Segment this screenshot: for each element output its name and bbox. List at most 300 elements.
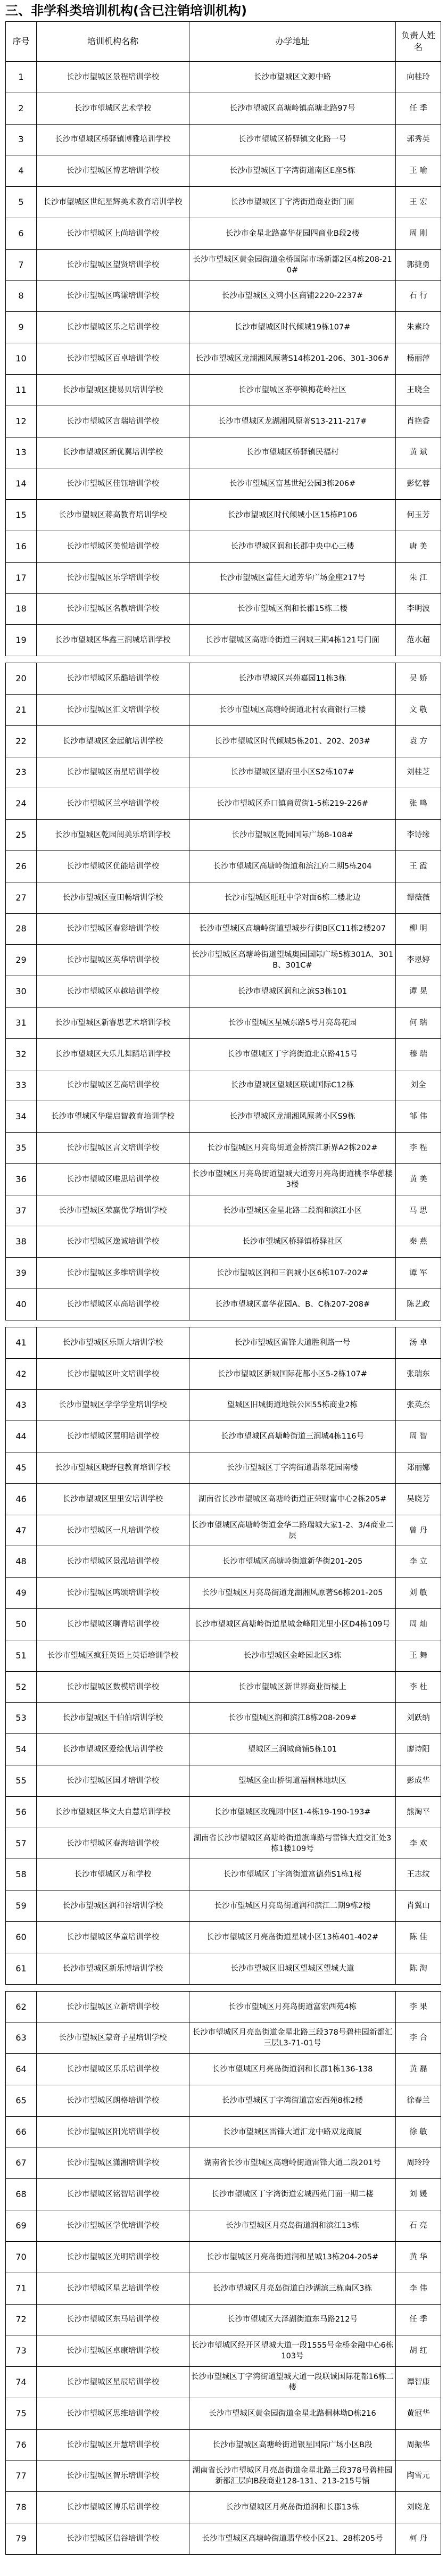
table-row (6, 2304, 441, 2335)
row-no: 76 (6, 2429, 37, 2461)
table-row (6, 562, 441, 593)
row-no: 27 (6, 882, 37, 913)
responsible-person: 黄 华 (396, 2241, 441, 2273)
page-break-gap (6, 1984, 441, 1991)
row-no: 2 (6, 93, 37, 124)
row-no: 53 (6, 1703, 37, 1734)
institution-name: 长沙市望城区华瑞启智教育培训学校 (37, 1101, 189, 1133)
table-row (6, 1421, 441, 1452)
row-no: 18 (6, 593, 37, 625)
institution-address: 长沙市望城区高塘岭街道银星国际广场小区B段 (189, 2429, 396, 2461)
institution-name: 长沙市望城区佳钰培训学校 (37, 468, 189, 500)
responsible-person: 向桂玲 (396, 62, 441, 93)
institution-address: 长沙市望城区月亮岛街道润和长郡1栋136-138 (189, 2054, 396, 2085)
institution-address: 长沙市望城区新世界商业街楼上 (189, 1671, 396, 1703)
row-no: 44 (6, 1421, 37, 1452)
table-row (6, 62, 441, 93)
table-row (6, 725, 441, 757)
institution-address: 长沙市望城区高塘岭镇高塘北路97号 (189, 93, 396, 124)
table-row (6, 1671, 441, 1703)
institution-name: 长沙市望城区优能培训学校 (37, 851, 189, 882)
institution-address: 长沙市望城区高塘岭街道新华街201-205 (189, 1546, 396, 1578)
row-no: 8 (6, 280, 37, 312)
row-no: 33 (6, 1070, 37, 1101)
row-no: 50 (6, 1609, 37, 1640)
table-row (6, 406, 441, 437)
institution-name: 长沙市望城区言文培训学校 (37, 1133, 189, 1164)
institution-name: 长沙市望城区汇文培训学校 (37, 694, 189, 725)
table-row (6, 1515, 441, 1546)
institution-name: 长沙市望城区景泓培训学校 (37, 1546, 189, 1578)
institution-name: 长沙市望城区荣赢优学培训学校 (37, 1195, 189, 1226)
institution-address: 长沙市望城区乾园国际广场8-108# (189, 820, 396, 851)
institution-name: 长沙市望城区桥驿镇博雅培训学校 (37, 124, 189, 155)
institution-address: 望城区旧城街道地铁公园55栋商业2栋 (189, 1390, 396, 1421)
institution-address: 湖南省长沙市望城区高塘岭街道雷锋大道二段201号 (189, 2148, 396, 2179)
institution-address: 长沙市望城区丁字湾街道望城大道一段联诚国际花都16栋二楼 (189, 2367, 396, 2398)
table-row (6, 93, 441, 124)
institution-address: 长沙市望城区玫瑰园中区1-4栋19-190-193# (189, 1796, 396, 1828)
responsible-person: 汤 卓 (396, 1327, 441, 1358)
responsible-person: 朱素玲 (396, 312, 441, 343)
page-break-cell (6, 1320, 441, 1327)
institution-name: 长沙市望城区卓越培训学校 (37, 976, 189, 1008)
institution-name: 长沙市望城区开慧培训学校 (37, 2429, 189, 2461)
page-break-gap (6, 656, 441, 663)
row-no: 42 (6, 1358, 37, 1390)
institution-name: 长沙市望城区世纪星辉美术教育培训学校 (37, 187, 189, 218)
row-no: 61 (6, 1953, 37, 1984)
row-no: 23 (6, 757, 37, 788)
row-no: 41 (6, 1327, 37, 1358)
institution-address: 长沙市望城区月亮岛街道白沙湖滨三栋南区3栋 (189, 2273, 396, 2304)
institution-address: 长沙市望城区月亮岛街道星城小区13栋401-402# (189, 1922, 396, 1953)
table-row (6, 1133, 441, 1164)
table-row (6, 2492, 441, 2523)
table-row (6, 468, 441, 500)
table-row (6, 2022, 441, 2054)
row-no: 12 (6, 406, 37, 437)
institution-address: 长沙市望城区大泽湖街道东马路212号 (189, 2304, 396, 2335)
table-row (6, 757, 441, 788)
institution-name: 长沙市望城区华童培训学校 (37, 1922, 189, 1953)
table-row (6, 593, 441, 625)
responsible-person: 范水超 (396, 625, 441, 656)
institution-name: 长沙市望城区兰亭培训学校 (37, 788, 189, 820)
row-no: 58 (6, 1859, 37, 1890)
institution-address: 长沙市望城区雷锋大道汇龙中路双龙商厦 (189, 2116, 396, 2148)
institution-address: 长沙市望城区旺旺中学对面6栋二楼北边 (189, 882, 396, 913)
table-row (6, 2148, 441, 2179)
institution-address: 长沙市望城区龙湖湘风原著小区S9栋 (189, 1101, 396, 1133)
page-break-gap (6, 1320, 441, 1327)
responsible-person: 周振华 (396, 2429, 441, 2461)
responsible-person: 袁 方 (396, 725, 441, 757)
header-no: 序号 (6, 22, 37, 62)
responsible-person: 张瑞东 (396, 1358, 441, 1390)
institution-name: 长沙市望城区蒙奇子星培训学校 (37, 2022, 189, 2054)
institution-address: 长沙市望城区高塘岭街道星城金峰阳光里小区D4栋109号 (189, 1609, 396, 1640)
table-row (6, 625, 441, 656)
row-no: 46 (6, 1483, 37, 1515)
institution-address: 长沙市望城区富佳大道芳华广场金座217号 (189, 562, 396, 593)
responsible-person: 任 季 (396, 93, 441, 124)
institution-address: 长沙市望城区丁字湾街道富宏西苑8栋2楼 (189, 2085, 396, 2117)
responsible-person: 吴晓芳 (396, 1483, 441, 1515)
responsible-person: 肖艳香 (396, 406, 441, 437)
institution-name: 长沙市望城区景程培训学校 (37, 62, 189, 93)
institution-address: 湖南省长沙市望城区高塘岭街道旗峰路与雷锋大道交汇处3栋1楼109号 (189, 1828, 396, 1859)
responsible-person: 黄 斌 (396, 437, 441, 468)
institution-address: 长沙市望城区月亮岛街道金星北路三段378号碧桂园新都汇三层L3-71-01号 (189, 2022, 396, 2054)
table-row (6, 1859, 441, 1890)
responsible-person: 曾 丹 (396, 1515, 441, 1546)
institution-address: 长沙市望城区黄金园街道金桥国际市场新都2区4栋208-210# (189, 249, 396, 280)
institution-name: 长沙市望城区春彩培训学校 (37, 913, 189, 945)
institution-address: 长沙市望城区润和长郡中央中心三楼 (189, 531, 396, 562)
row-no: 20 (6, 663, 37, 695)
row-no: 37 (6, 1195, 37, 1226)
responsible-person: 李 立 (396, 1546, 441, 1578)
institution-address: 长沙市望城区新城国际花都小区5-2栋107# (189, 1358, 396, 1390)
table-row (6, 1258, 441, 1289)
table-row (6, 218, 441, 249)
row-no: 69 (6, 2210, 37, 2242)
row-no: 54 (6, 1734, 37, 1765)
institution-address: 长沙市望城区文源中路 (189, 62, 396, 93)
institution-name: 长沙市望城区大乐儿舞蹈培训学校 (37, 1038, 189, 1070)
table-row (6, 124, 441, 155)
table-row (6, 2054, 441, 2085)
responsible-person: 刘跃纳 (396, 1703, 441, 1734)
row-no: 57 (6, 1828, 37, 1859)
row-no: 60 (6, 1922, 37, 1953)
institution-name: 长沙市望城区英华培训学校 (37, 945, 189, 976)
institution-address: 湖南省长沙市望城区高塘岭街道正荣财富中心2栋205# (189, 1483, 396, 1515)
institution-name: 长沙市望城区东马培训学校 (37, 2304, 189, 2335)
institution-name: 长沙市望城区聊青培训学校 (37, 1609, 189, 1640)
institution-address: 长沙市望城区金星北路二段润和滨江小区 (189, 1195, 396, 1226)
responsible-person: 刘 敏 (396, 1578, 441, 1609)
responsible-person: 彭成华 (396, 1765, 441, 1797)
institution-name: 长沙市望城区国才培训学校 (37, 1765, 189, 1797)
registry-table (5, 21, 441, 2555)
institution-address: 长沙市望城区高塘岭街道北村农商银行三楼 (189, 694, 396, 725)
responsible-person: 彭忆蓉 (396, 468, 441, 500)
row-no: 1 (6, 62, 37, 93)
institution-name: 长沙市望城区博艺培训学校 (37, 155, 189, 187)
institution-address: 长沙市望城区兴苑嘉园11栋3栋 (189, 663, 396, 695)
responsible-person: 谭薇薇 (396, 882, 441, 913)
table-row (6, 280, 441, 312)
table-row (6, 1765, 441, 1797)
row-no: 67 (6, 2148, 37, 2179)
table-row (6, 531, 441, 562)
institution-name: 长沙市望城区卓康培训学校 (37, 2335, 189, 2367)
table-row (6, 1703, 441, 1734)
table-row (6, 2335, 441, 2367)
table-row (6, 1070, 441, 1101)
responsible-person: 陶雪元 (396, 2461, 441, 2492)
table-row (6, 2429, 441, 2461)
institution-name: 长沙市望城区乐学培训学校 (37, 562, 189, 593)
responsible-person: 黄 美 (396, 1163, 441, 1195)
institution-name: 长沙市望城区唯思培训学校 (37, 1163, 189, 1195)
responsible-person: 柳 明 (396, 913, 441, 945)
row-no: 13 (6, 437, 37, 468)
row-no: 6 (6, 218, 37, 249)
responsible-person: 胡 红 (396, 2335, 441, 2367)
responsible-person: 郑丽娜 (396, 1452, 441, 1484)
row-no: 3 (6, 124, 37, 155)
institution-name: 长沙市望城区新优翼培训学校 (37, 437, 189, 468)
institution-address: 长沙市望城区高塘岭街道望城步行街B区C11栋2楼207 (189, 913, 396, 945)
table-row (6, 187, 441, 218)
institution-name: 长沙市望城区美悦培训学校 (37, 531, 189, 562)
row-no: 74 (6, 2367, 37, 2398)
table-row (6, 945, 441, 976)
institution-name: 长沙市望城区望贤培训学校 (37, 249, 189, 280)
institution-name: 长沙市望城区阳光培训学校 (37, 2116, 189, 2148)
responsible-person: 周玲玲 (396, 2148, 441, 2179)
page-break-cell (6, 1984, 441, 1991)
row-no: 28 (6, 913, 37, 945)
table-row (6, 343, 441, 375)
institution-address: 长沙市望城区茶亭镇梅花岭社区 (189, 374, 396, 406)
responsible-person: 谭 晃 (396, 976, 441, 1008)
row-no: 79 (6, 2523, 37, 2555)
institution-name: 长沙市望城区言瑞培训学校 (37, 406, 189, 437)
table-row (6, 1953, 441, 1984)
table-row (6, 851, 441, 882)
row-no: 43 (6, 1390, 37, 1421)
row-no: 62 (6, 1991, 37, 2022)
responsible-person: 熊淘平 (396, 1796, 441, 1828)
table-row (6, 1038, 441, 1070)
responsible-person: 李 果 (396, 1991, 441, 2022)
institution-name: 长沙市望城区乐斯大培训学校 (37, 1327, 189, 1358)
responsible-person: 刘桂芝 (396, 757, 441, 788)
row-no: 68 (6, 2179, 37, 2210)
row-no: 4 (6, 155, 37, 187)
responsible-person: 郭捷勇 (396, 249, 441, 280)
institution-address: 望城区三润城商铺5栋101 (189, 1734, 396, 1765)
institution-address: 长沙市望城区星城东路5号月亮岛花园 (189, 1007, 396, 1038)
responsible-person: 李 欢 (396, 1828, 441, 1859)
responsible-person: 陈艺政 (396, 1289, 441, 1320)
institution-address: 长沙市望城区经开区望城大道一段1555号金桥金融中心6栋103号 (189, 2335, 396, 2367)
institution-name: 长沙市望城区星艺培训学校 (37, 2273, 189, 2304)
institution-name: 长沙市望城区里里安培训学校 (37, 1483, 189, 1515)
institution-name: 长沙市望城区潇湘培训学校 (37, 2148, 189, 2179)
institution-address: 长沙市望城区高塘岭街道和滨江府二期5栋204 (189, 851, 396, 882)
institution-name: 长沙市望城区光明培训学校 (37, 2241, 189, 2273)
row-no: 14 (6, 468, 37, 500)
table-row (6, 2085, 441, 2117)
header-person: 负责人姓名 (396, 22, 441, 62)
institution-address: 长沙市金星北路嘉华花园四商业B段2楼 (189, 218, 396, 249)
table-row (6, 913, 441, 945)
table-row (6, 1358, 441, 1390)
responsible-person: 任 季 (396, 2304, 441, 2335)
institution-name: 长沙市望城区南星培训学校 (37, 757, 189, 788)
institution-name: 长沙市望城区上尚培训学校 (37, 218, 189, 249)
table-row (6, 1007, 441, 1038)
table-row (6, 155, 441, 187)
table-row (6, 374, 441, 406)
table-row (6, 1796, 441, 1828)
row-no: 66 (6, 2116, 37, 2148)
institution-name: 长沙市望城区千伯伯培训学校 (37, 1703, 189, 1734)
table-row (6, 882, 441, 913)
row-no: 7 (6, 249, 37, 280)
row-no: 64 (6, 2054, 37, 2085)
table-row (6, 788, 441, 820)
institution-name: 长沙市望城区学优培训学校 (37, 2210, 189, 2242)
table-row (6, 2523, 441, 2555)
institution-address: 长沙市望城区望城区联诚国际C12栋 (189, 1070, 396, 1101)
responsible-person: 谭智康 (396, 2367, 441, 2398)
institution-address: 长沙市望城区雷锋大道胜利路一号 (189, 1327, 396, 1358)
table-row (6, 2367, 441, 2398)
row-no: 36 (6, 1163, 37, 1195)
row-no: 49 (6, 1578, 37, 1609)
institution-address: 长沙市望城区润和滨江8栋208-209# (189, 1703, 396, 1734)
responsible-person: 谭 军 (396, 1258, 441, 1289)
institution-address: 望城区金山桥街道福桐林地块区 (189, 1765, 396, 1797)
responsible-person: 秦 燕 (396, 1226, 441, 1258)
institution-address: 长沙市望城区月亮岛街道金桥滨江新界A2栋202# (189, 1133, 396, 1164)
institution-name: 长沙市望城区新睿思艺术培训学校 (37, 1007, 189, 1038)
responsible-person: 王志纹 (396, 1859, 441, 1890)
table-row (6, 2116, 441, 2148)
institution-name: 长沙市望城区乐乐培训学校 (37, 2054, 189, 2085)
responsible-person: 李诗缘 (396, 820, 441, 851)
institution-name: 长沙市望城区一凡培训学校 (37, 1515, 189, 1546)
institution-address: 长沙市望城区丁字湾街道南区E座5栋 (189, 155, 396, 187)
responsible-person: 陈 淘 (396, 1953, 441, 1984)
row-no: 34 (6, 1101, 37, 1133)
institution-address: 长沙市望城区桥驿镇民福村 (189, 437, 396, 468)
responsible-person: 朱 江 (396, 562, 441, 593)
institution-name: 长沙市望城区智乐培训学校 (37, 2461, 189, 2492)
responsible-person: 唐 美 (396, 531, 441, 562)
row-no: 78 (6, 2492, 37, 2523)
row-no: 9 (6, 312, 37, 343)
row-no: 59 (6, 1890, 37, 1922)
institution-address: 长沙市望城区嘉华花园A、B、C栋207-208# (189, 1289, 396, 1320)
responsible-person: 吴 娇 (396, 663, 441, 695)
responsible-person: 周 灿 (396, 1609, 441, 1640)
institution-address: 长沙市望城区月亮岛街道龙湖湘风原著S6栋201-205 (189, 1578, 396, 1609)
institution-address: 长沙市望城区时代倾城19栋107# (189, 312, 396, 343)
institution-address: 长沙市望城区丁字湾街道商业街门面 (189, 187, 396, 218)
row-no: 10 (6, 343, 37, 375)
responsible-person: 李 合 (396, 2022, 441, 2054)
responsible-person: 穆 瑞 (396, 1038, 441, 1070)
institution-address: 长沙市望城区黄金园街道金星北路桐林坳D栋216 (189, 2398, 396, 2429)
row-no: 32 (6, 1038, 37, 1070)
institution-address: 长沙市望城区望府里小区S2栋107# (189, 757, 396, 788)
row-no: 22 (6, 725, 37, 757)
institution-name: 长沙市望城区铭智培训学校 (37, 2179, 189, 2210)
institution-name: 长沙市望城区星辰培训学校 (37, 2367, 189, 2398)
responsible-person: 徐 敏 (396, 2116, 441, 2148)
institution-address: 长沙市望城区润和之滨S3栋101 (189, 976, 396, 1008)
responsible-person: 肖翼山 (396, 1890, 441, 1922)
responsible-person: 何玉芳 (396, 500, 441, 531)
institution-address: 长沙市望城区旧城区望城区望城大道 (189, 1953, 396, 1984)
table-row (6, 2398, 441, 2429)
institution-address: 长沙市望城区月亮岛街道望城大道旁月亮岛街道桃李华憩楼3楼 (189, 1163, 396, 1195)
table-row (6, 1734, 441, 1765)
row-no: 71 (6, 2273, 37, 2304)
institution-name: 长沙市望城区华文大自慧培训学校 (37, 1796, 189, 1828)
institution-name: 长沙市望城区学学学堂培训学校 (37, 1390, 189, 1421)
institution-address: 长沙市望城区丁字湾街道北京路415号 (189, 1038, 396, 1070)
table-row (6, 1890, 441, 1922)
row-no: 48 (6, 1546, 37, 1578)
institution-address: 长沙市望城区丁字湾街道宏城西苑门面一期二楼 (189, 2179, 396, 2210)
row-no: 16 (6, 531, 37, 562)
row-no: 15 (6, 500, 37, 531)
institution-name: 长沙市望城区鸣谦培训学校 (37, 280, 189, 312)
row-no: 38 (6, 1226, 37, 1258)
institution-address: 长沙市望城区桥驿镇文化路一号 (189, 124, 396, 155)
institution-address: 长沙市望城区月亮岛街道富宏西苑4栋 (189, 1991, 396, 2022)
table-row (6, 437, 441, 468)
row-no: 75 (6, 2398, 37, 2429)
responsible-person: 陈 佳 (396, 1922, 441, 1953)
table-row (6, 1390, 441, 1421)
table-row (6, 1578, 441, 1609)
institution-name: 长沙市望城区名教培训学校 (37, 593, 189, 625)
responsible-person: 郭秀英 (396, 124, 441, 155)
responsible-person: 何 瑞 (396, 1007, 441, 1038)
institution-name: 长沙市望城区叶文培训学校 (37, 1358, 189, 1390)
institution-name: 长沙市望城区卓高培训学校 (37, 1289, 189, 1320)
responsible-person: 刘全 (396, 1070, 441, 1101)
table-row (6, 500, 441, 531)
institution-name: 长沙市望城区华鑫三润城培训学校 (37, 625, 189, 656)
responsible-person: 李恩婷 (396, 945, 441, 976)
responsible-person: 邹 伟 (396, 1101, 441, 1133)
responsible-person: 石 行 (396, 280, 441, 312)
table-row (6, 2461, 441, 2492)
institution-name: 长沙市望城区慧明培训学校 (37, 1421, 189, 1452)
institution-name: 长沙市望城区逸诚培训学校 (37, 1226, 189, 1258)
institution-address: 长沙市望城区丁字湾街道翡翠花园南楼 (189, 1452, 396, 1484)
table-row (6, 1609, 441, 1640)
responsible-person: 石 亮 (396, 2210, 441, 2242)
institution-name: 长沙市望城区万和学校 (37, 1859, 189, 1890)
institution-name: 长沙市望城区朗格培训学校 (37, 2085, 189, 2117)
institution-address: 长沙市望城区月亮岛街道润和星城13栋204-205# (189, 2241, 396, 2273)
table-row (6, 1991, 441, 2022)
responsible-person: 廖诗阳 (396, 1734, 441, 1765)
institution-address: 长沙市望城区时代倾城小区15栋P106 (189, 500, 396, 531)
responsible-person: 李明波 (396, 593, 441, 625)
responsible-person: 李 程 (396, 1133, 441, 1164)
responsible-person: 杨丽萍 (396, 343, 441, 375)
institution-address: 长沙市望城区高塘岭街道望城奥园国际广场5栋301A、301B、301C# (189, 945, 396, 976)
header-address: 办学地址 (189, 22, 396, 62)
responsible-person: 王 舞 (396, 1640, 441, 1671)
header-name: 培训机构名称 (37, 22, 189, 62)
responsible-person: 文 敬 (396, 694, 441, 725)
institution-address: 长沙市望城区月亮岛街道润和滨江13栋 (189, 2210, 396, 2242)
institution-address: 长沙市望城区润和三润城小区6栋107-202# (189, 1258, 396, 1289)
